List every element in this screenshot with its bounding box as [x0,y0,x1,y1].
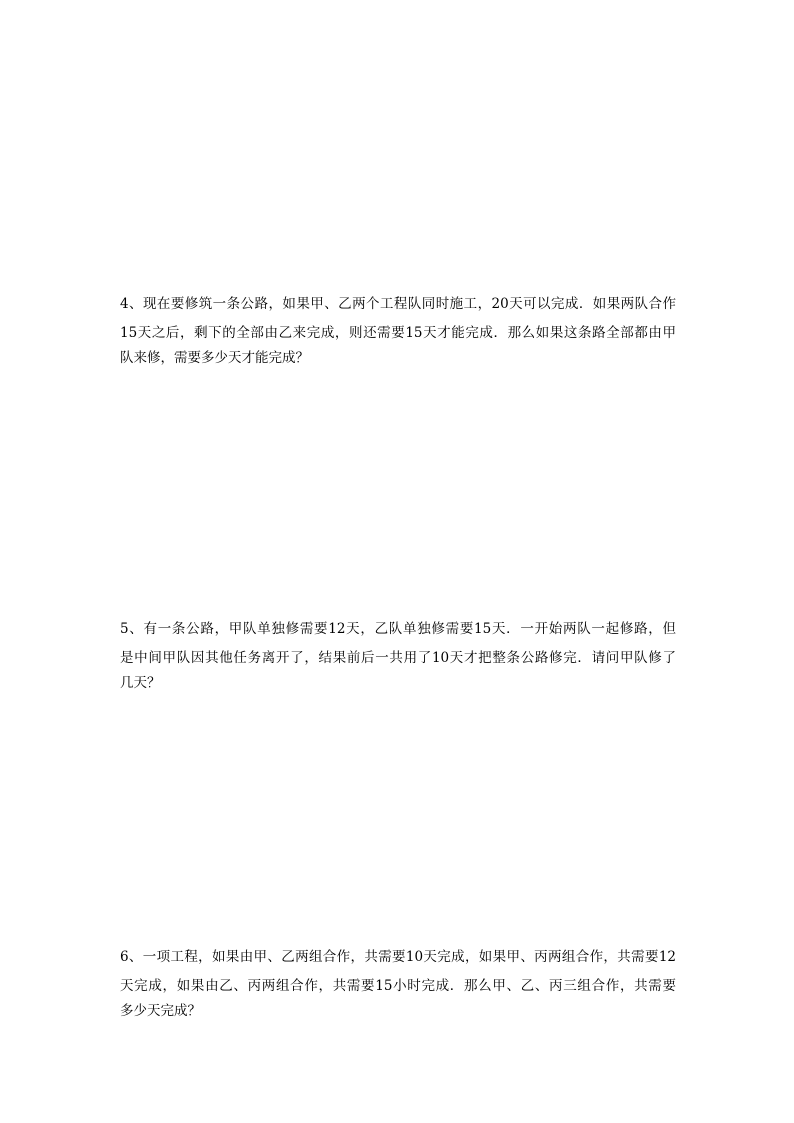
problem-4-line-2: 15天之后，剩下的全部由乙来完成，则还需要15天才能完成．那么如果这条路全部都由甲 [120,325,676,341]
problem-6-line-3: 多少天完成？ [120,1003,201,1019]
problem-6-line-2: 天完成，如果由乙、丙两组合作，共需要15小时完成．那么甲、乙、丙三组合作，共需要 [120,978,676,994]
problem-5 [120,615,676,693]
problem-6 [120,943,676,1021]
problem-4 [120,290,676,368]
problem-5-line-2: 是中间甲队因其他任务离开了，结果前后一共用了10天才把整条公路修完．请问甲队修了 [120,650,676,666]
problem-4-line-3: 队来修，需要多少天才能完成？ [120,350,309,366]
problem-5-line-3: 几天？ [120,675,161,691]
problem-6-line-1: 6、一项工程，如果由甲、乙两组合作，共需要10天完成，如果甲、丙两组合作，共需要12 [120,949,676,965]
problem-4-line-1: 4、现在要修筑一条公路，如果甲、乙两个工程队同时施工，20天可以完成．如果两队合作 [120,296,676,312]
problem-5-line-1: 5、有一条公路，甲队单独修需要12天，乙队单独修需要15天．一开始两队一起修路，但 [120,621,676,637]
